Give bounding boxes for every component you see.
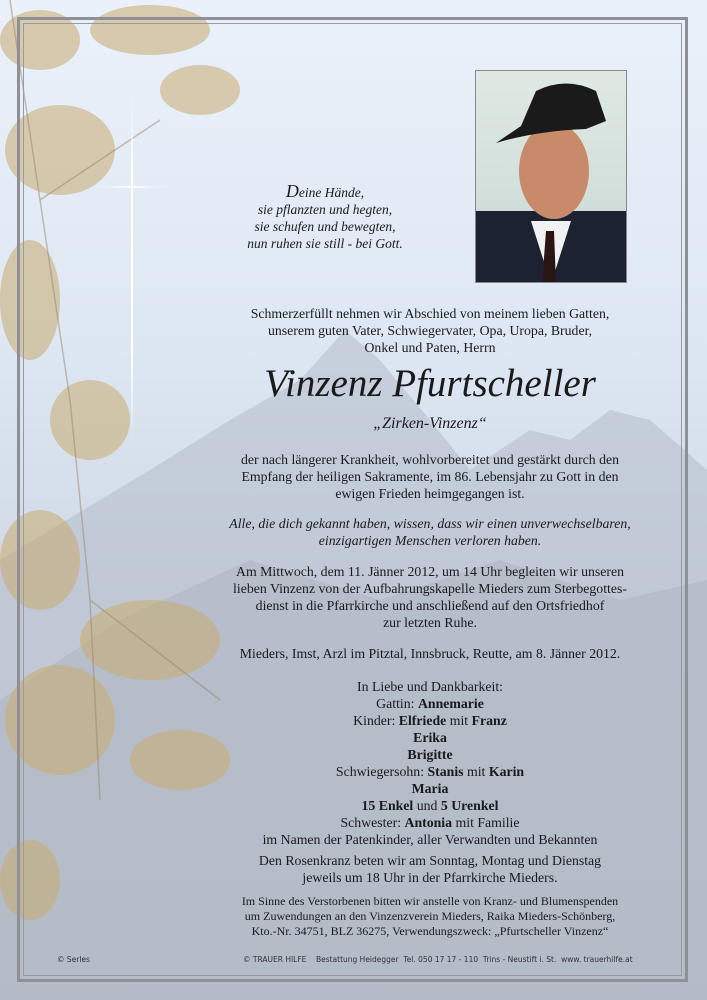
donation-text: Im Sinne des Verstorbenen bitten wir anstelle von Kranz- und Blumenspenden um Zuwendungen an den Vinzenzverein Mieders, Raika Mieders-Schönberg, Kto.-Nr. 34751, BLZ 36275, Verwendungszweck: „Pfurtscheller Vinzenz“ xyxy=(241,894,619,938)
portrait-photo xyxy=(475,70,627,283)
imprint-footer: © TRAUER HILFE Bestattung Heidegger Tel. 050 17 17 - 110 Trins - Neustift i. St. www. trauerhilfe.at xyxy=(243,955,633,964)
place-date: Mieders, Imst, Arzl im Pitztal, Innsbruck, Reutte, am 8. Jänner 2012. xyxy=(239,646,621,661)
funeral-text: Am Mittwoch, dem 11. Jänner 2012, um 14 Uhr begleiten wir unseren lieben Vinzenz von der Aufbahrungskapelle Mieders zum Sterbegottes- dienst in die Pfarrkirche und anschließend auf den Ortsfriedhof zur letzten Ruhe. xyxy=(233,564,627,630)
nickname: „Zirken-Vinzenz“ xyxy=(373,415,487,432)
light-cross-icon xyxy=(131,90,133,440)
memorial-verse: Deine Hände, sie pflanzten und hegten, sie schufen und bewegten, nun ruhen sie still - bei Gott. xyxy=(247,181,403,251)
verse-initial: D xyxy=(285,181,299,201)
deceased-name: Vinzenz Pfurtscheller xyxy=(264,362,596,405)
quote-text: Alle, die dich gekannt haben, wissen, dass wir einen unverwechselbaren, einzigartigen Menschen verloren haben. xyxy=(229,516,631,548)
intro-text: Schmerzerfüllt nehmen wir Abschied von meinem lieben Gatten, unserem guten Vater, Schwiegervater, Opa, Uropa, Bruder, Onkel und Paten, Herrn xyxy=(250,306,610,355)
light-cross-bar xyxy=(95,186,169,188)
mourners-list: In Liebe und Dankbarkeit: Gattin: Annemarie Kinder: Elfriede mit Franz Erika Brigitte Schwiegersohn: Stanis mit Karin Maria 15 Enkel und 5 Urenkel Schwester: Antonia mit Familie im Namen der Patenkinder, aller Verwandten und Bekannten xyxy=(262,679,598,847)
death-notice-text: der nach längerer Krankheit, wohlvorbereitet und gestärkt durch den Empfang der heiligen Sakramente, im 86. Lebensjahr zu Gott in den ewigen Frieden heimgegangen ist. xyxy=(240,452,620,501)
photo-credit: © Serles xyxy=(57,955,90,964)
rosary-text: Den Rosenkranz beten wir am Sonntag, Montag und Dienstag jeweils um 18 Uhr in der Pfarrkirche Mieders. xyxy=(258,853,602,885)
